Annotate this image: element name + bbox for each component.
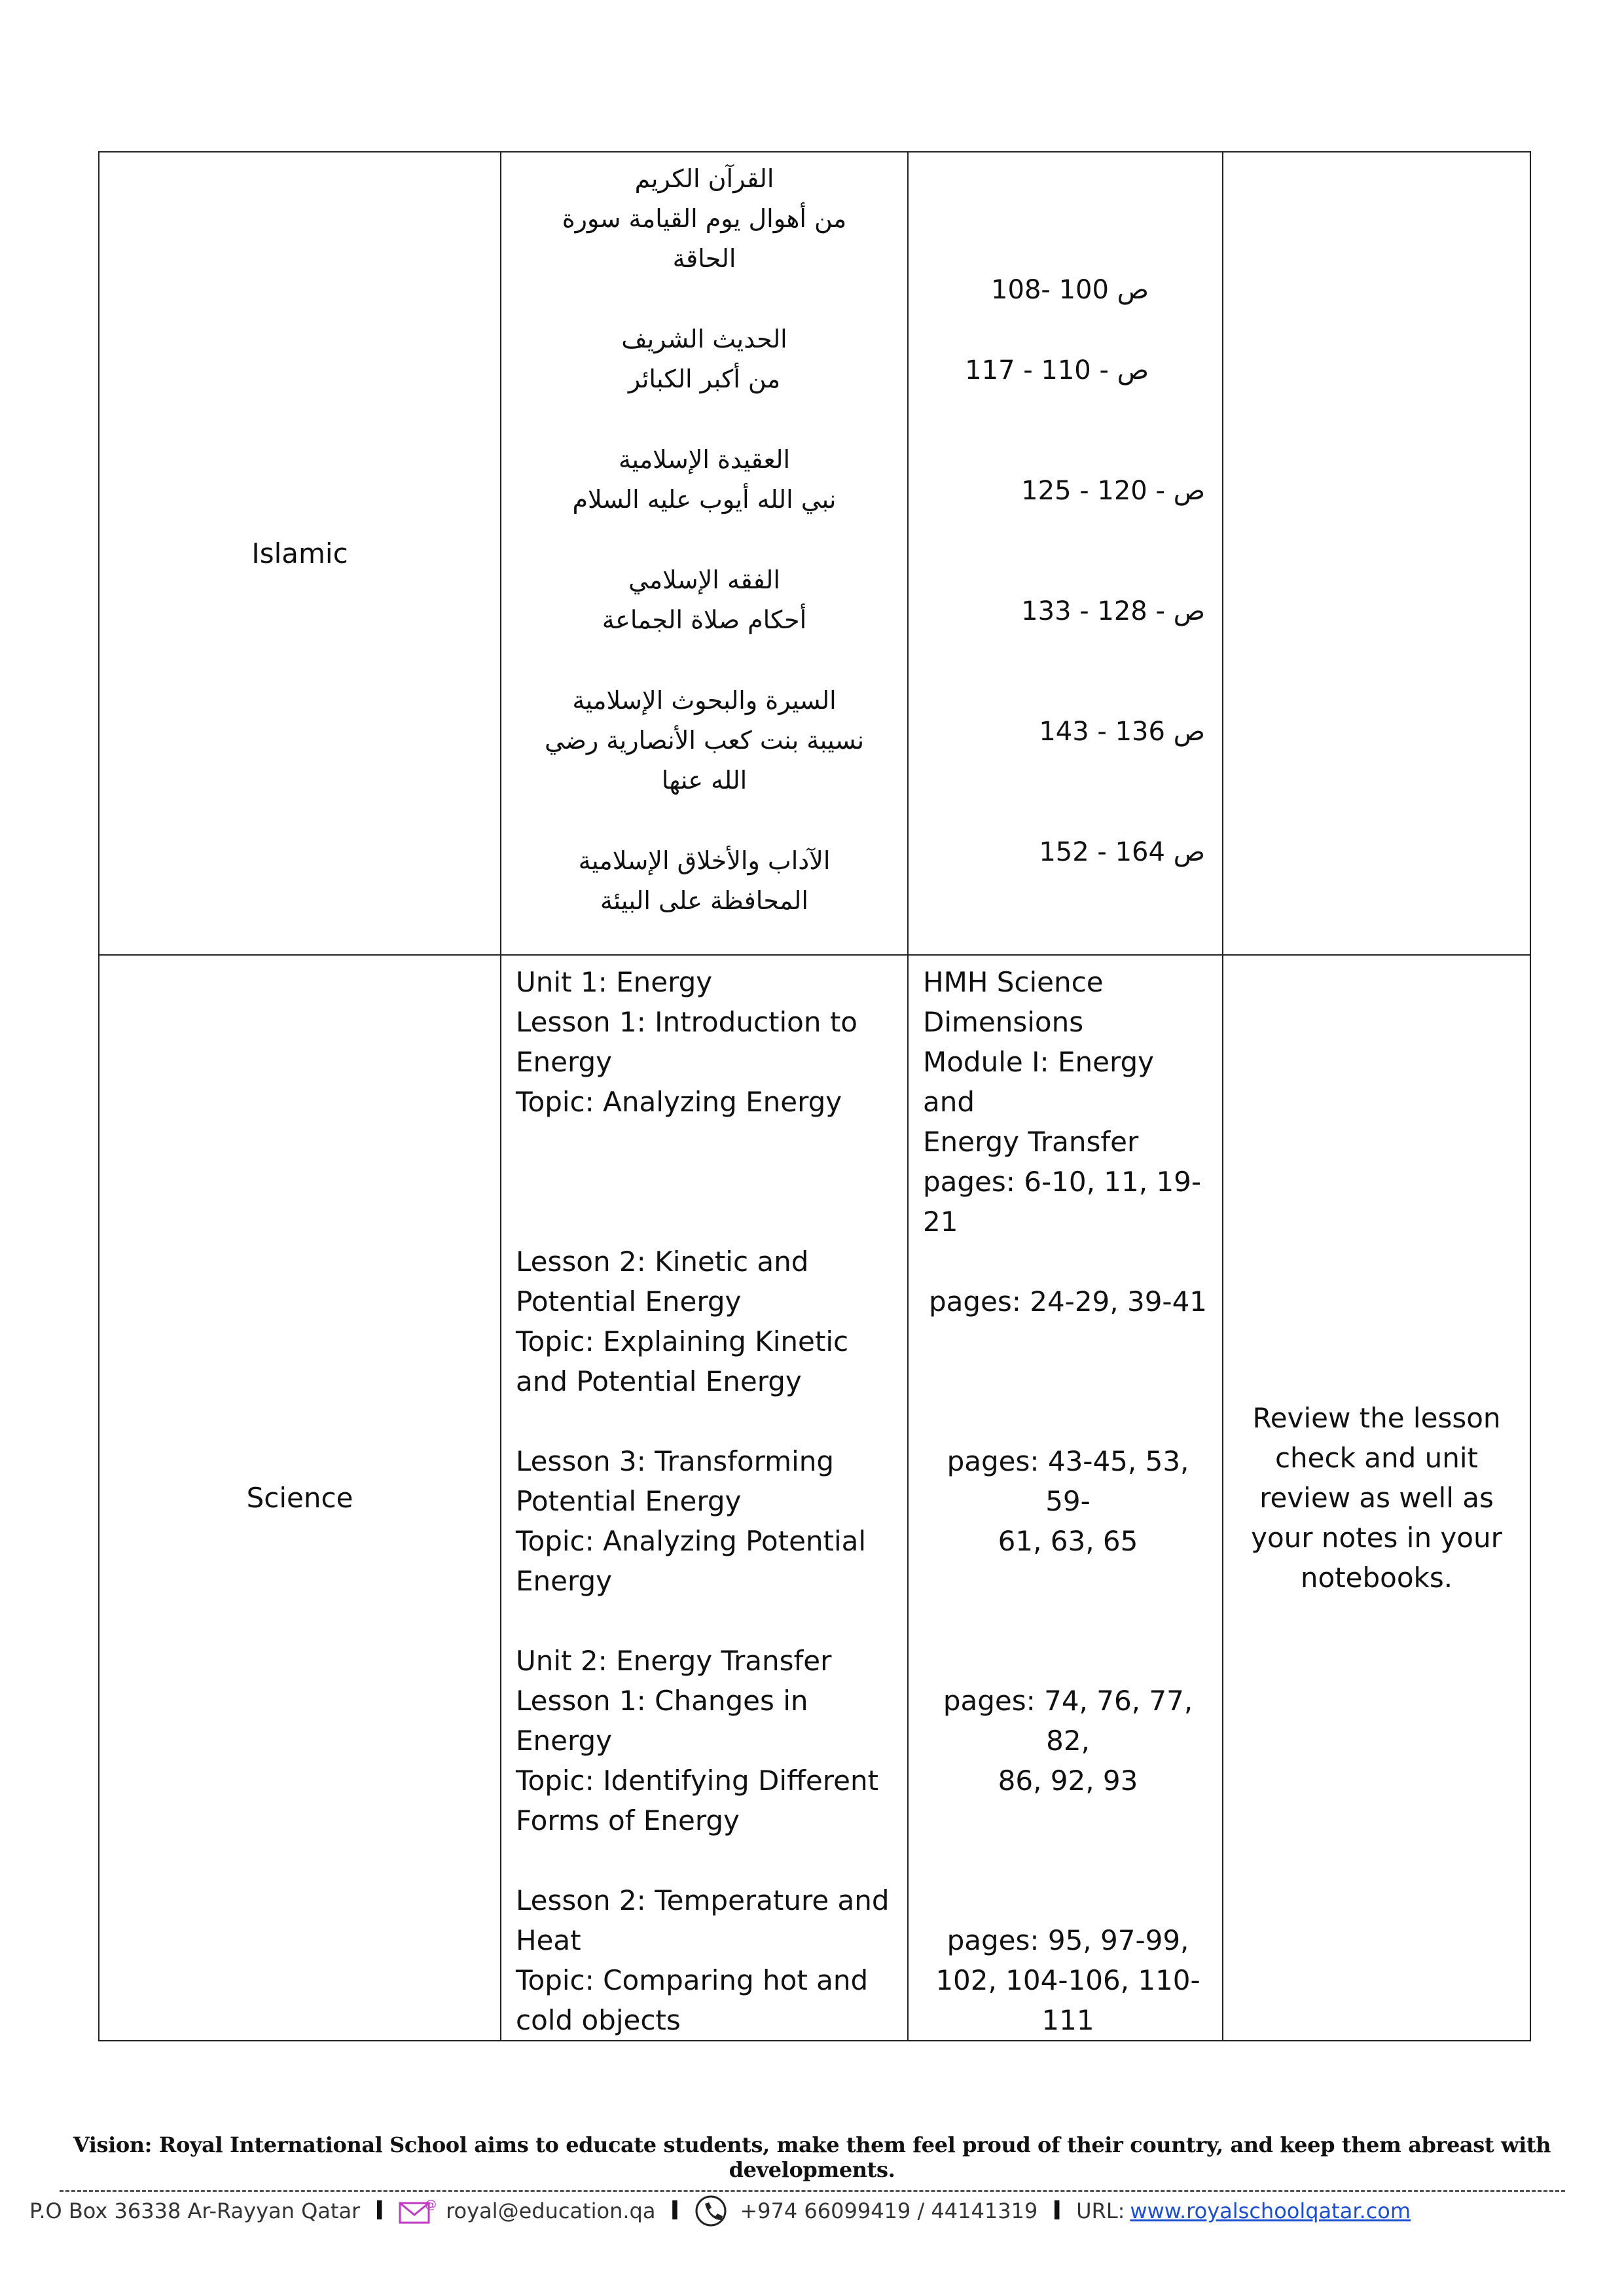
topic-line: القرآن الكريم — [634, 164, 774, 193]
islamic-topic-group — [528, 319, 881, 399]
book-line: Energy Transfer — [923, 1126, 1139, 1158]
page-range: ص 164 - 152 — [1039, 837, 1205, 867]
topic-line: من أكبر الكبائر — [628, 365, 781, 393]
topic-line: Potential Energy — [516, 1285, 742, 1318]
topic-line: Heat — [516, 1924, 581, 1956]
islamic-topic-group — [528, 560, 881, 640]
book-line: 21 — [923, 1206, 958, 1238]
contact-bar — [29, 2191, 1600, 2231]
islamic-topics-cell — [501, 152, 908, 955]
topic-line: Topic: Analyzing Potential — [516, 1525, 867, 1557]
topic-line: cold objects — [516, 2004, 681, 2036]
separator: I — [374, 2196, 385, 2226]
page-range: ص 136 - 143 — [1039, 717, 1205, 747]
islamic-topic-group — [528, 841, 881, 921]
envelope-icon — [399, 2198, 437, 2224]
page-line: pages: 95, 97-99, — [947, 1924, 1189, 1956]
book-line: pages: 6-10, 11, 19- — [923, 1166, 1202, 1198]
page-line: pages: 24-29, 39-41 — [928, 1285, 1208, 1318]
svg-text:@: @ — [425, 2198, 437, 2212]
topic-line: Lesson 3: Transforming — [516, 1445, 835, 1477]
vision-statement: Vision: Royal International School aims to educate students, make them feel proud of their country, and keep them abreast with developments. — [73, 2132, 1551, 2182]
topic-line: من أهوال يوم القيامة سورة — [562, 204, 847, 233]
topic-line: الحاقة — [672, 244, 736, 273]
phone-number: +974 66099419 / 44141319 — [740, 2198, 1038, 2223]
topic-line: Topic: Explaining Kinetic — [516, 1325, 849, 1357]
book-line: Dimensions — [923, 1006, 1084, 1038]
email-link[interactable]: royal@education.qa — [446, 2198, 656, 2223]
topic-line: Forms of Energy — [516, 1804, 740, 1837]
science-row — [99, 955, 1530, 2041]
topic-line: Unit 1: Energy — [516, 966, 713, 998]
topic-line: Lesson 1: Changes in Energy — [516, 1685, 808, 1757]
topic-line: الله عنها — [661, 766, 748, 795]
topic-line: المحافظة على البيئة — [600, 886, 808, 915]
islamic-topic-group — [528, 440, 881, 520]
note-line: your notes in your — [1251, 1522, 1502, 1554]
page-range — [923, 1681, 1213, 1801]
islamic-pages-cell — [908, 152, 1223, 955]
science-notes-cell — [1223, 955, 1530, 2041]
url-label: URL: — [1076, 2198, 1125, 2223]
page-line: pages: 74, 76, 77, 82, — [943, 1685, 1193, 1757]
po-box: P.O Box 36338 Ar-Rayyan Qatar — [29, 2198, 361, 2223]
page-line: pages: 43-45, 53, 59- — [947, 1445, 1189, 1517]
page-range — [923, 1441, 1213, 1561]
topic-line: Lesson 1: Introduction to — [516, 1006, 858, 1038]
page-line: 102, 104-106, 110- — [935, 1964, 1200, 1996]
page-line: 61, 63, 65 — [998, 1525, 1138, 1557]
topic-line: Topic: Analyzing Energy — [516, 1086, 842, 1118]
page-range: ص 100 -108 — [991, 275, 1149, 305]
page-range — [923, 1920, 1213, 2040]
islamic-topic-group — [528, 159, 881, 279]
topic-line: Energy — [516, 1046, 613, 1078]
book-line: Module I: Energy and — [923, 1046, 1155, 1118]
topic-line: نسيبة بنت كعب الأنصارية رضي — [544, 726, 865, 755]
science-subject-cell — [99, 955, 501, 2041]
note-line: review as well as — [1259, 1482, 1494, 1514]
islamic-notes-cell — [1223, 152, 1530, 955]
subject-label: Islamic — [251, 537, 348, 569]
topic-line: Lesson 2: Kinetic and — [516, 1246, 809, 1278]
subject-label: Science — [246, 1481, 353, 1514]
science-topic-group — [516, 1242, 894, 1401]
page-range: ص - 110 - 117 — [965, 355, 1149, 386]
science-topics-cell — [501, 955, 908, 2041]
page-range: ص - 128 - 133 — [1021, 596, 1205, 626]
topic-line: الآداب والأخلاق الإسلامية — [578, 846, 831, 875]
science-topic-group — [516, 1880, 894, 2040]
islamic-subject-cell — [99, 152, 501, 955]
topic-line: Topic: Comparing hot and — [516, 1964, 869, 1996]
study-plan-table — [98, 151, 1531, 2041]
islamic-row — [99, 152, 1530, 955]
website-link[interactable]: www.royalschoolqatar.com — [1130, 2198, 1411, 2223]
textbook-reference — [923, 962, 1213, 1242]
topic-line: Unit 2: Energy Transfer — [516, 1645, 832, 1677]
islamic-topic-group — [528, 681, 881, 800]
topic-line: الحديث الشريف — [621, 325, 787, 353]
topic-line: Topic: Identifying Different — [516, 1765, 879, 1797]
topic-line: Potential Energy — [516, 1485, 742, 1517]
science-topic-group — [516, 1441, 894, 1601]
phone-icon — [694, 2194, 728, 2228]
topic-line: Energy — [516, 1565, 613, 1597]
topic-line: and Potential Energy — [516, 1365, 802, 1397]
note-line: notebooks. — [1300, 1562, 1453, 1594]
topic-line: Lesson 2: Temperature and — [516, 1884, 890, 1916]
topic-line: السيرة والبحوث الإسلامية — [572, 686, 837, 715]
science-topic-group — [516, 962, 894, 1122]
page-line: 86, 92, 93 — [998, 1765, 1138, 1797]
topic-line: الفقه الإسلامي — [628, 565, 780, 594]
topic-line: العقيدة الإسلامية — [618, 445, 791, 474]
topic-line: أحكام صلاة الجماعة — [602, 605, 807, 634]
page-range: ص - 120 - 125 — [1021, 476, 1205, 506]
note-line: Review the lesson — [1252, 1402, 1501, 1434]
note-line: check and unit — [1274, 1442, 1479, 1474]
page-footer — [0, 2132, 1624, 2226]
topic-line: نبي الله أيوب عليه السلام — [572, 485, 837, 514]
separator: I — [670, 2196, 680, 2226]
page-line: 111 — [1041, 2004, 1094, 2036]
science-pages-cell — [908, 955, 1223, 2041]
separator: I — [1052, 2196, 1062, 2226]
page-range — [923, 1282, 1213, 1321]
science-topic-group — [516, 1641, 894, 1840]
book-line: HMH Science — [923, 966, 1104, 998]
